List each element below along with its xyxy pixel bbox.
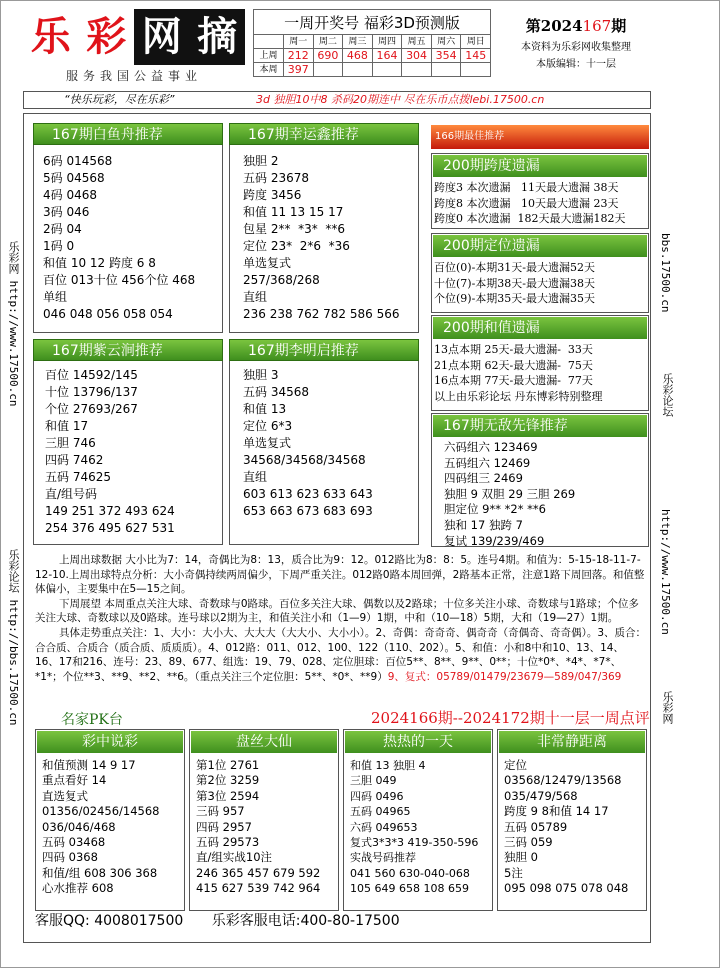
focus-item: 9、复式：05789/01479/23679—589/047/369 bbox=[387, 670, 622, 683]
row-label: 本周 bbox=[254, 63, 284, 77]
position-miss-box bbox=[431, 233, 649, 313]
grid-corner bbox=[254, 35, 284, 49]
footer-tel: 乐彩客服电话:400-80-17500 bbox=[211, 913, 400, 929]
bottom-panel-title: 彩中说彩 bbox=[37, 731, 183, 753]
draw-number: 304 bbox=[402, 49, 432, 63]
week-grid bbox=[253, 35, 491, 77]
source-note: 本资料为乐彩网收集整理 bbox=[521, 42, 631, 53]
best-recommend-bar: 166期最佳推荐 bbox=[431, 125, 649, 149]
day-header: 周日 bbox=[461, 35, 491, 49]
row-label: 上周 bbox=[254, 49, 284, 63]
right-box-title: 200期定位遗漏 bbox=[433, 235, 647, 257]
side-label-right-bottom: 乐彩网 bbox=[661, 691, 674, 724]
day-header: 周二 bbox=[314, 35, 344, 49]
slogan-bar bbox=[23, 91, 651, 109]
draw-number bbox=[432, 63, 462, 77]
focus-prefix: 具体走势重点关注： bbox=[59, 626, 154, 639]
draw-number bbox=[461, 63, 491, 77]
logo-char: 摘 bbox=[190, 9, 246, 65]
analysis-outlook: 下周展望 本周重点关注大球、奇数球与0路球。百位多关注大球、偶数以及2路球；十位多关注小球、奇数球与1路球；个位多关注大球、奇数球以及0路球。连号球以2期为主，和值关注小和（1—9）1期，中和（10—18）5期，大和（19—27）1期。 bbox=[35, 597, 639, 625]
bottom-panel-body: 定位 03568/12479/13568 035/479/568 跨度 9 8和值 14 17 五码 05789 三码 059 独胆 0 5注 095 098 075 078 048 bbox=[504, 758, 629, 896]
logo-char: 乐 bbox=[30, 14, 71, 60]
bottom-panel-rere bbox=[343, 729, 493, 911]
pk-label: 名家PK台 bbox=[61, 712, 123, 728]
footer-qq: 客服QQ: 4008017500 bbox=[35, 913, 184, 929]
side-url-left-bottom: 乐彩论坛 http://bbs.17500.cn bbox=[7, 549, 20, 726]
editor-note: 本版编辑：十一层 bbox=[536, 59, 616, 70]
issue-number bbox=[501, 15, 651, 36]
promo-link[interactable]: 3d 独胆10中8 杀码20期连中 尽在乐币点拨lebi.17500.cn bbox=[256, 93, 545, 106]
logo-char: 网 bbox=[134, 9, 190, 65]
right-box-body: 六码组六 123469 五码组六 12469 四码组三 2469 独胆 9 双胆 29 三胆 269 胆定位 9** *2* **6 独和 17 独跨 7 复试 139/239/469 bbox=[444, 440, 576, 548]
focus-item: 5、和值：小和8中和10、13、14、16、17和21 bbox=[35, 641, 624, 669]
day-header: 周一 bbox=[284, 35, 314, 49]
focus-item: 3、质合：合合质、合质合（质合质、质质质）。 bbox=[35, 626, 647, 654]
trend-analysis bbox=[35, 553, 647, 684]
week-review-title: 2024166期--2024172期十一层一周点评 bbox=[371, 709, 650, 727]
slogan-text: “快乐玩彩，尽在乐彩” bbox=[64, 93, 175, 106]
panel-body: 6码 014568 5码 04568 4码 0468 3码 046 2码 04 1码 0 和值 10 12 跨度 6 8 百位 013十位 456个位 468 单组 046 048 056 058 054 bbox=[43, 154, 196, 321]
focus-item: 2、奇偶：奇奇奇、偶奇奇（奇偶奇、奇奇偶）。 bbox=[375, 626, 598, 639]
side-url-left-top: 乐彩网 http://www.17500.cn bbox=[7, 241, 20, 407]
focus-item: 7、组选：19、79、02 bbox=[205, 656, 316, 669]
bottom-panel-feichang bbox=[497, 729, 647, 911]
focus-item: 1、大小：大小大、大大大（大大小、大小小）。 bbox=[153, 626, 376, 639]
footer bbox=[35, 911, 647, 931]
logo-char: 彩 bbox=[86, 14, 127, 60]
wudi-recommend-box bbox=[431, 413, 649, 547]
side-url-right-mid: http://www.17500.cn bbox=[659, 509, 672, 635]
draw-number bbox=[314, 63, 344, 77]
bottom-panel-title: 盘丝大仙 bbox=[191, 731, 337, 753]
logo-slogan: 服务我国公益事业 bbox=[65, 69, 202, 83]
day-header: 周五 bbox=[402, 35, 432, 49]
focus-item: 4、012路：011、012、100、122（110、202）。 bbox=[208, 641, 455, 654]
right-box-body: 13点本期 25天-最大遗漏- 33天 21点本期 62天-最大遗漏- 75天 16点本期 77天-最大遗漏- 77天 以上由乐彩论坛 丹东博彩特别整理 bbox=[434, 343, 603, 403]
panel-title: 167期白鱼舟推荐 bbox=[33, 123, 223, 145]
bottom-panel-title: 非常静距离 bbox=[499, 731, 645, 753]
panel-body: 独胆 2 五码 23678 跨度 3456 和值 11 13 15 17 包星 2** *3* **6 定位 23* 2*6 *36 单选复式 257/368/268 直组 236 238 762 782 586 566 bbox=[243, 154, 400, 321]
issue-prefix: 第2024 bbox=[525, 17, 583, 35]
right-box-title: 167期无敌先锋推荐 bbox=[433, 415, 647, 437]
logo bbox=[23, 9, 245, 89]
issue-num: 167 bbox=[582, 17, 612, 35]
right-box-body: 跨度3 本次遗漏 11天最大遗漏 38天 跨度8 本次遗漏 10天最大遗漏 23天 跨度0 本次遗漏 182天最大遗漏182天 bbox=[434, 181, 626, 225]
analysis-last-week: 上周出球数据 大小比为7：14，奇偶比为8：13，质合比为9：12。012路比为8：8：5。连号4期。和值为：5-15-18-11-7-12-10.上周出球特点分析：大小奇偶持续两周偏少，下周严重关注。012路0路本周回弹，2路基本正常，注意1路下周回落。和值整体偏小，主要集中在5—15之间。 bbox=[35, 554, 645, 596]
bottom-panel-title: 热热的一天 bbox=[345, 731, 491, 753]
right-box-title: 200期和值遗漏 bbox=[433, 317, 647, 339]
panel-title: 167期李明启推荐 bbox=[229, 339, 419, 361]
focus-item: 8、定位胆球：百位5**、8**、9**、0**；十位*0*、*4*、*7*、*1*；个位**3、**9、**2、**6。（重点关注三个定位胆：5**、*0*、**9） bbox=[35, 656, 622, 683]
span-miss-box bbox=[431, 153, 649, 229]
weekly-draw-table bbox=[253, 9, 491, 77]
draw-number: 354 bbox=[432, 49, 462, 63]
panel-body: 独胆 3 五码 34568 和值 13 定位 6*3 单选复式 34568/34568/34568 直组 603 613 623 633 643 653 663 673 683 693 bbox=[243, 368, 373, 518]
panel-title: 167期幸运鑫推荐 bbox=[229, 123, 419, 145]
bottom-panel-caizhong bbox=[35, 729, 185, 911]
day-header: 周四 bbox=[373, 35, 403, 49]
bottom-panel-body: 第1位 2761 第2位 3259 第3位 2594 三码 957 四码 2957 五码 29573 直/组实战10注 246 365 457 679 592 415 627 539 742 964 bbox=[196, 758, 321, 896]
focus-item: 6、连号：23、89、67 bbox=[96, 656, 206, 669]
right-box-title: 200期跨度遗漏 bbox=[433, 155, 647, 177]
draw-number: 397 bbox=[284, 63, 314, 77]
draw-number: 468 bbox=[343, 49, 373, 63]
analysis-focus bbox=[35, 626, 647, 684]
draw-number bbox=[343, 63, 373, 77]
sum-miss-box bbox=[431, 315, 649, 411]
draw-number: 690 bbox=[314, 49, 344, 63]
issue-suffix: 期 bbox=[611, 17, 627, 35]
bottom-panel-pansi bbox=[189, 729, 339, 911]
draw-number bbox=[373, 63, 403, 77]
issue-info bbox=[501, 9, 651, 81]
panel-body: 百位 14592/145 十位 13796/137 个位 27693/267 和值 17 三胆 746 四码 7462 五码 74625 直/组号码 149 251 372 493 624 254 376 495 627 531 bbox=[45, 368, 175, 535]
draw-number: 212 bbox=[284, 49, 314, 63]
bottom-panel-body: 和值 13 独胆 4 三胆 049 四码 0496 五码 04965 六码 049653 复式3*3*3 419-350-596 实战号码推荐 041 560 630-040-068 105 649 658 108 659 bbox=[350, 759, 479, 896]
weekly-draw-title: 一周开奖号 福彩3D预测版 bbox=[253, 9, 491, 35]
day-header: 周三 bbox=[343, 35, 373, 49]
right-box-body: 百位(0)-本期31天-最大遗漏52天 十位(7)-本期38天-最大遗漏38天 个位(9)-本期35天-最大遗漏35天 bbox=[434, 261, 596, 305]
panel-title: 167期紫云涧推荐 bbox=[33, 339, 223, 361]
day-header: 周六 bbox=[432, 35, 462, 49]
side-url-right-top: bbs.17500.cn bbox=[659, 233, 672, 313]
draw-number: 164 bbox=[373, 49, 403, 63]
bottom-panel-body: 和值预测 14 9 17 重点看好 14 直选复式 01356/02456/14568 036/046/468 五码 03468 四码 0368 和值/组 608 306 368 心水推荐 608 bbox=[42, 758, 160, 896]
draw-number bbox=[402, 63, 432, 77]
draw-number: 145 bbox=[461, 49, 491, 63]
side-label-right: 乐彩论坛 bbox=[661, 373, 674, 417]
